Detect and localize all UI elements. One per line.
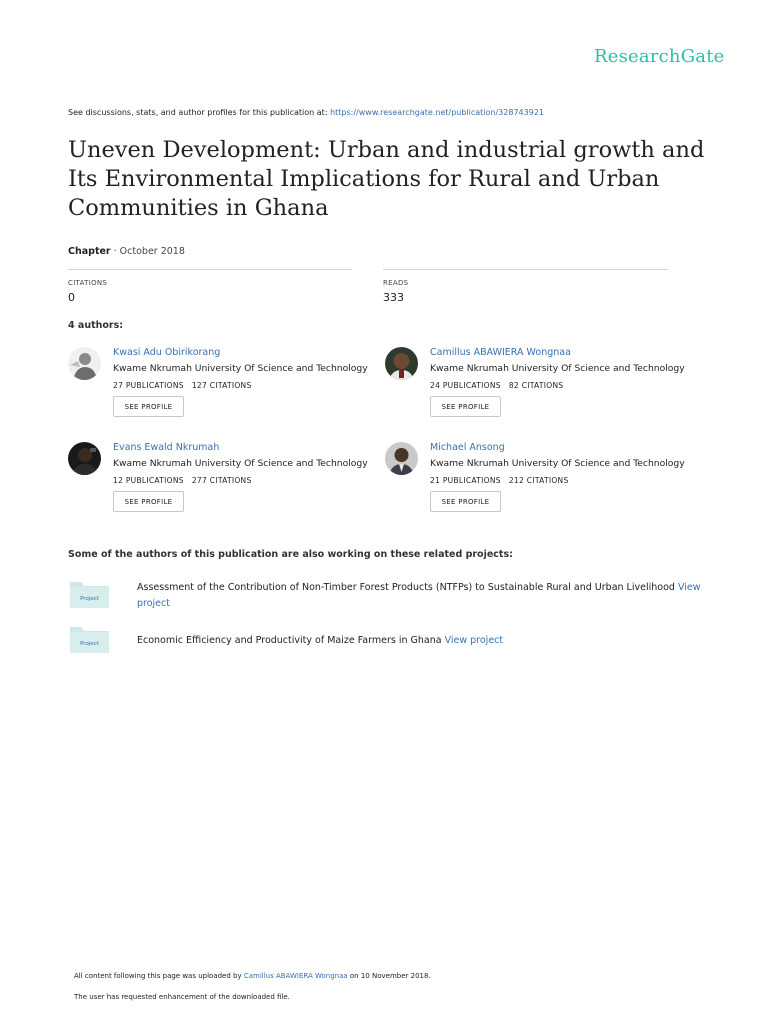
author-institution: Kwame Nkrumah University Of Science and Technology [113,363,368,374]
publications-count: 24 [430,381,441,390]
author-institution: Kwame Nkrumah University Of Science and Technology [113,458,368,469]
author-stats [430,381,563,390]
project-item [137,633,707,649]
see-profile-button[interactable]: SEE PROFILE [430,396,501,417]
publications-count: 12 [113,476,124,485]
author-stats [113,476,252,485]
publication-type: Chapter [68,246,111,257]
project-item [137,580,707,612]
project-folder-icon [70,580,109,608]
author-card [68,347,388,437]
uploader-link[interactable]: Camillus ABAWIERA Wongnaa [243,972,348,980]
author-card [385,347,705,437]
publications-label: PUBLICATIONS [125,476,184,485]
project-folder-icon [70,625,109,653]
citations-label: CITATIONS [521,381,564,390]
author-stats [113,381,252,390]
title-line: Communities in Ghana [68,195,329,221]
citations-label: CITATIONS [209,381,252,390]
project-icon-label: Project [80,641,99,647]
divider [68,269,352,270]
upload-suffix: on 10 November 2018. [347,972,431,980]
project-icon-label: Project [80,596,99,602]
citations-label: CITATIONS [209,476,252,485]
author-institution: Kwame Nkrumah University Of Science and Technology [430,458,685,469]
see-profile-button[interactable]: SEE PROFILE [113,491,184,512]
publication-date: · October 2018 [110,246,185,257]
title-line: Uneven Development: Urban and industrial growth and [68,137,705,163]
view-project-link[interactable]: project [137,598,170,609]
see-profile-button[interactable]: SEE PROFILE [113,396,184,417]
related-projects-heading: Some of the authors of this publication are also working on these related projects: [68,549,513,560]
reads-value: 333 [383,291,404,304]
upload-prefix: All content following this page was uploaded by [74,972,244,980]
author-name-link[interactable]: Camillus ABAWIERA Wongnaa [430,347,571,358]
author-name-link[interactable]: Evans Ewald Nkrumah [113,442,220,453]
author-name-link[interactable]: Michael Ansong [430,442,505,453]
avatar[interactable] [68,347,101,380]
divider [383,269,668,270]
publication-url-link[interactable]: https://www.researchgate.net/publication/328743921 [330,108,544,117]
citations-count: 127 [191,381,208,390]
publications-count: 21 [430,476,441,485]
author-stats [430,476,569,485]
researchgate-logo[interactable]: ResearchGate [594,46,725,67]
avatar[interactable] [68,442,101,475]
avatar[interactable] [385,347,418,380]
publications-label: PUBLICATIONS [442,476,501,485]
author-name-link[interactable]: Kwasi Adu Obirikorang [113,347,221,358]
publications-label: PUBLICATIONS [125,381,184,390]
author-card [68,442,388,532]
citations-value: 0 [68,291,75,304]
citations-count: 82 [508,381,520,390]
publication-meta [68,246,185,257]
authors-heading: 4 authors: [68,320,124,331]
reads-label: READS [383,279,409,287]
view-project-link[interactable]: View [677,582,701,593]
publications-label: PUBLICATIONS [442,381,501,390]
publication-title [68,136,718,223]
avatar[interactable] [385,442,418,475]
citations-label: CITATIONS [526,476,569,485]
author-card [385,442,705,532]
citations-count: 277 [191,476,208,485]
download-note: The user has requested enhancement of the downloaded file. [74,993,290,1001]
publications-count: 27 [113,381,124,390]
discussion-line [68,108,544,117]
discussion-text: See discussions, stats, and author profiles for this publication at: [68,108,331,117]
view-project-link[interactable]: View project [444,635,504,646]
author-institution: Kwame Nkrumah University Of Science and Technology [430,363,685,374]
citations-count: 212 [508,476,525,485]
project-title: Economic Efficiency and Productivity of Maize Farmers in Ghana [137,635,445,646]
see-profile-button[interactable]: SEE PROFILE [430,491,501,512]
project-title: Assessment of the Contribution of Non-Timber Forest Products (NTFPs) to Sustainable Rural and Urban Livelihood [137,582,678,593]
upload-note [74,972,431,980]
citations-label: CITATIONS [68,279,108,287]
title-line: Its Environmental Implications for Rural and Urban [68,166,660,192]
